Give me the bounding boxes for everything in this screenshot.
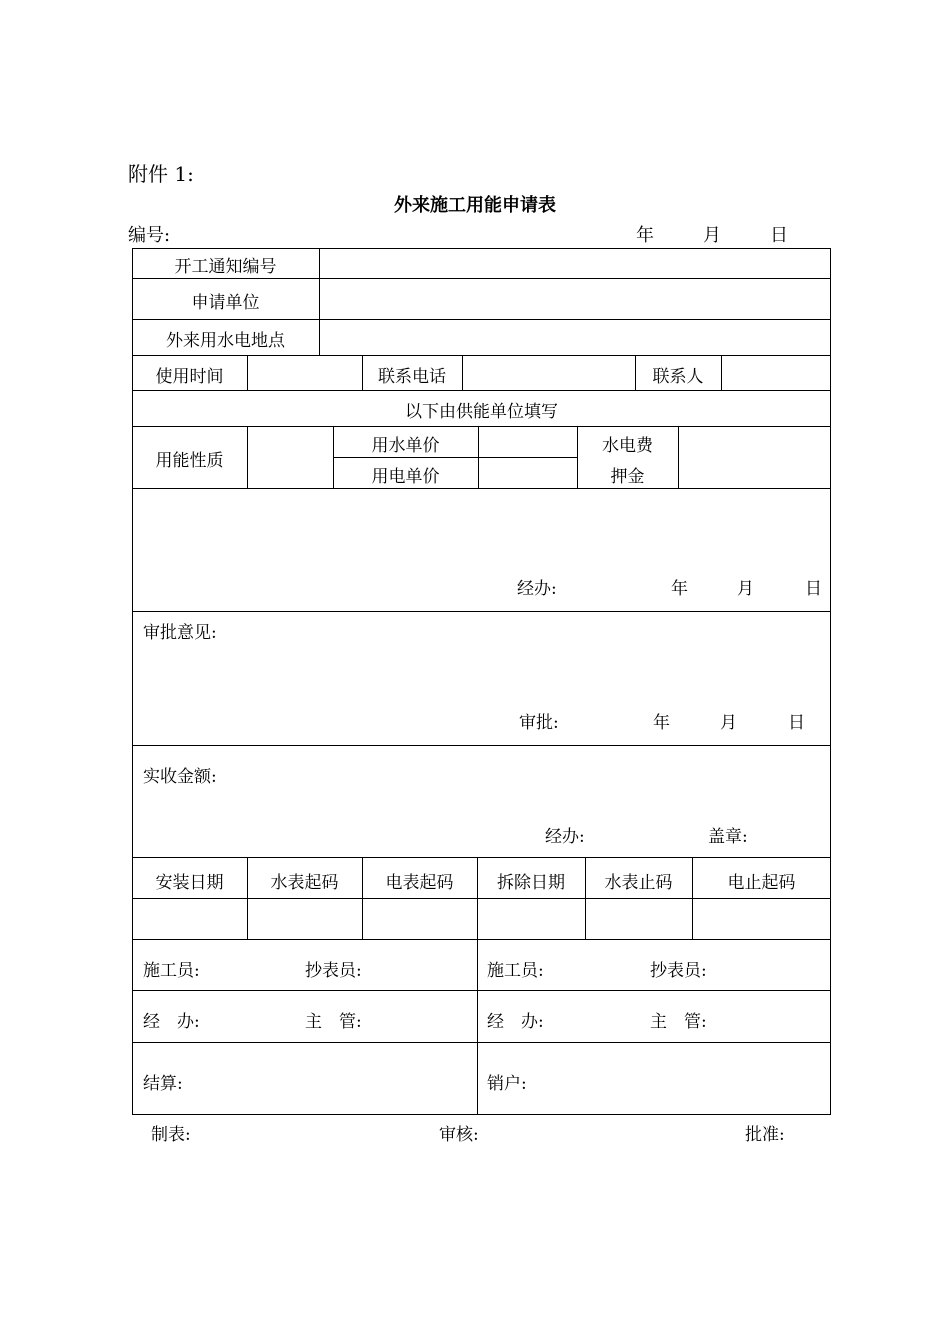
reader-label-left: 抄表员: — [305, 961, 362, 981]
builder-label-left: 施工员: — [143, 961, 200, 981]
received-amount-label: 实收金额: — [143, 767, 217, 787]
made-by-label: 制表: — [151, 1125, 191, 1145]
water-start-header: 水表起码 — [270, 873, 339, 893]
approval-label: 审批: — [519, 713, 559, 733]
handler-day: 日 — [805, 579, 822, 599]
contact-label: 联系人 — [652, 367, 704, 387]
power-start-header: 电表起码 — [385, 873, 454, 893]
applicant-label: 申请单位 — [191, 293, 260, 313]
deposit-label-line2: 押金 — [610, 467, 645, 487]
builder-label-right: 施工员: — [487, 961, 544, 981]
remove-date-header: 拆除日期 — [497, 873, 565, 893]
reviewed-by-label: 审核: — [439, 1125, 479, 1145]
header-day: 日 — [770, 225, 788, 246]
power-end-header: 电止起码 — [727, 873, 796, 893]
notice-number-label: 开工通知编号 — [174, 257, 277, 277]
water-end-header: 水表止码 — [604, 873, 673, 893]
settle-label: 结算: — [143, 1074, 183, 1094]
seal-label: 盖章: — [708, 827, 748, 847]
handler-year: 年 — [671, 579, 688, 599]
handler-label: 经办: — [517, 579, 557, 599]
header-month: 月 — [703, 225, 721, 246]
attachment-label: 附件 1: — [128, 162, 194, 186]
use-time-label: 使用时间 — [155, 367, 224, 387]
supervisor-left: 主 管: — [305, 1012, 362, 1032]
energy-nature-label: 用能性质 — [155, 451, 224, 471]
cancel-account-label: 销户: — [487, 1074, 527, 1094]
approval-year: 年 — [653, 713, 670, 733]
staff-handler-left: 经 办: — [143, 1012, 200, 1032]
supplier-fill-note: 以下由供能单位填写 — [405, 402, 558, 422]
approval-month: 月 — [720, 713, 737, 733]
approval-day: 日 — [788, 713, 805, 733]
power-price-label: 用电单价 — [371, 467, 440, 487]
deposit-label-line1: 水电费 — [602, 436, 653, 456]
approval-opinion-label: 审批意见: — [143, 623, 217, 643]
form-title: 外来施工用能申请表 — [394, 195, 556, 216]
received-handler-label: 经办: — [545, 827, 585, 847]
install-date-header: 安装日期 — [155, 873, 224, 893]
approved-by-label: 批准: — [745, 1125, 785, 1145]
number-label: 编号: — [128, 225, 171, 246]
supervisor-right: 主 管: — [650, 1012, 707, 1032]
water-price-label: 用水单价 — [371, 436, 440, 456]
phone-label: 联系电话 — [378, 367, 446, 387]
location-label: 外来用水电地点 — [166, 331, 285, 351]
handler-month: 月 — [737, 579, 754, 599]
staff-handler-right: 经 办: — [487, 1012, 544, 1032]
reader-label-right: 抄表员: — [650, 961, 707, 981]
header-year: 年 — [636, 225, 654, 246]
